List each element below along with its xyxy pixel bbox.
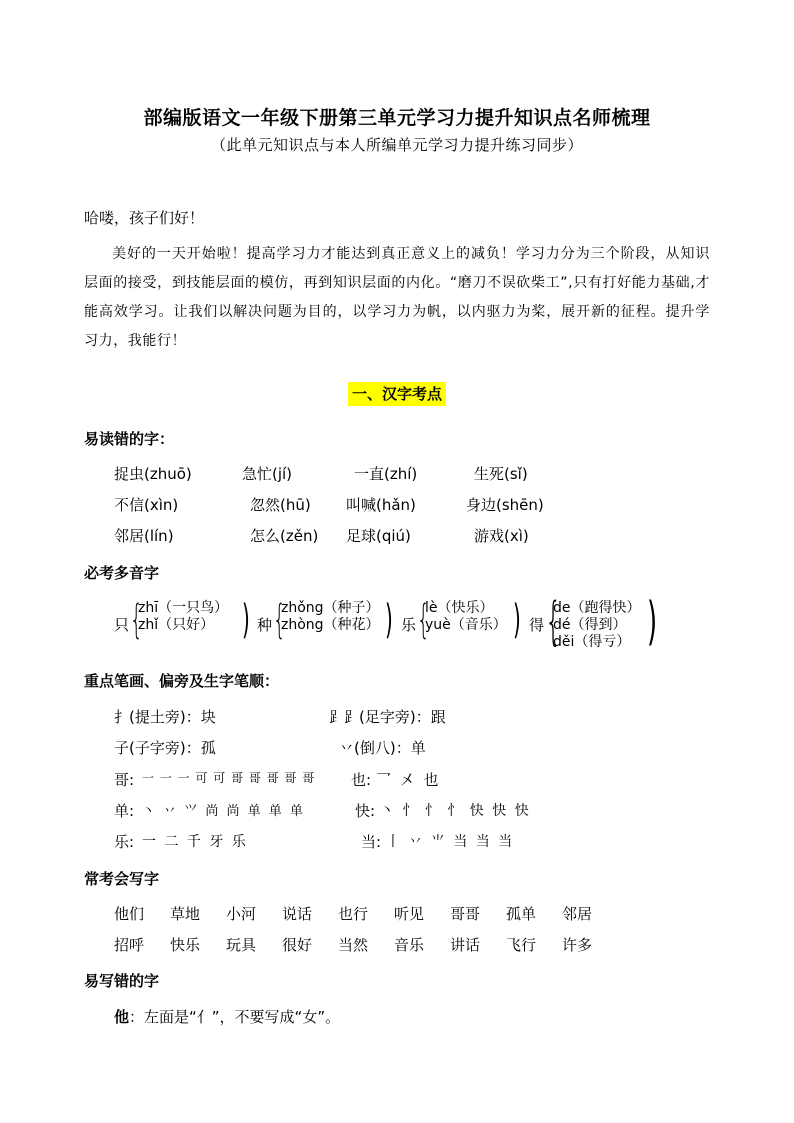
page-title: 部编版语文一年级下册第三单元学习力提升知识点名师梳理 <box>143 107 651 129</box>
miswrite-char: 他 <box>114 1008 130 1026</box>
write-word: 讲话 <box>450 936 481 954</box>
polyphone-option: lè（快乐） <box>425 600 494 616</box>
section-heading-label: 一、汉字考点 <box>348 382 446 406</box>
write-word: 招呼 <box>114 936 145 954</box>
polyphone-option: zhǒng（种子） <box>281 600 380 616</box>
radical-item: 子(子字旁)：孤 <box>114 739 216 757</box>
write-word: 孤单 <box>506 905 537 923</box>
polyphone-options <box>425 600 507 634</box>
misread-item: 捉虫(zhuō) <box>114 465 192 483</box>
write-word: 当然 <box>338 936 369 954</box>
miswrite-text: ：左面是“亻”，不要写成“女”。 <box>129 1008 341 1026</box>
write-word: 说话 <box>282 905 313 923</box>
write-word: 飞行 <box>506 936 537 954</box>
write-word: 邻居 <box>562 905 593 923</box>
polyphone-char: 得 <box>529 616 545 634</box>
miswrite-note <box>114 1006 340 1027</box>
misread-item: 急忙(jí) <box>242 465 293 483</box>
radical-item: ⻊⻊(足字旁)：跟 <box>329 708 446 726</box>
write-word: 快乐 <box>170 936 201 954</box>
write-word: 哥哥 <box>450 905 481 923</box>
misread-item: 怎么(zěn) <box>250 527 319 545</box>
polyphone-option: dé（得到） <box>553 617 627 633</box>
polyphone-option: de（跑得快） <box>553 600 641 616</box>
write-word: 他们 <box>114 905 145 923</box>
page-subtitle: （此单元知识点与本人所编单元学习力提升练习同步） <box>210 136 583 154</box>
misread-item: 生死(sǐ) <box>474 465 528 483</box>
write-words-row <box>114 934 618 955</box>
polyphone-char: 种 <box>257 616 273 634</box>
right-brace-icon: ) <box>647 592 658 652</box>
write-word: 许多 <box>562 936 593 954</box>
intro-paragraph: 美好的一天开始啦！提高学习力才能达到真正意义上的减负！学习力分为三个阶段，从知识层面的接受，到技能层面的模仿，再到知识层面的内化。“磨刀不误砍柴工”,只有打好能力基础,才能高效学习。让我们以解决问题为目的，以学习力为帆，以内驱力为桨，展开新的征程。提升学习力，我能行！ <box>84 246 710 349</box>
misread-item: 身边(shēn) <box>466 496 544 514</box>
write-word: 小河 <box>226 905 257 923</box>
polyphone-char: 只 <box>114 616 130 634</box>
stroke-sequence: 丶 丷 ⺍ 尚 尚 单 单 单 <box>142 804 305 819</box>
misread-item: 一直(zhí) <box>354 465 418 483</box>
stroke-char-label: 当: <box>361 833 382 851</box>
right-brace-icon: ) <box>513 597 521 643</box>
stroke-char-label: 乐: <box>114 833 135 851</box>
write-word: 音乐 <box>394 936 425 954</box>
stroke-sequence: 乛 㐅 也 <box>376 771 441 789</box>
misread-item: 邻居(lín) <box>114 527 174 545</box>
misread-item: 游戏(xì) <box>474 527 529 545</box>
misread-item: 叫喊(hǎn) <box>346 496 416 514</box>
write-word: 很好 <box>282 936 313 954</box>
heading-misread: 易读错的字： <box>84 430 175 448</box>
heading-miswrite: 易写错的字 <box>84 972 160 990</box>
polyphone-char: 乐 <box>401 616 417 634</box>
polyphone-option: zhī（一只鸟） <box>138 600 229 616</box>
stroke-sequence: 一 二 千 牙 乐 <box>142 834 248 850</box>
stroke-char-label: 单: <box>114 802 135 820</box>
right-brace-icon: ) <box>385 597 393 643</box>
heading-write: 常考会写字 <box>84 870 160 888</box>
left-brace-icon: { <box>130 597 143 643</box>
heading-polyphone: 必考多音字 <box>84 564 160 582</box>
heading-strokes: 重点笔画、偏旁及生字笔顺： <box>84 672 280 690</box>
greeting: 哈喽，孩子们好！ <box>84 209 205 227</box>
write-word: 草地 <box>170 905 201 923</box>
write-word: 玩具 <box>226 936 257 954</box>
misread-item: 不信(xìn) <box>114 496 179 514</box>
radical-item: 扌(提土旁)：块 <box>114 708 216 726</box>
polyphone-option: zhòng（种花） <box>281 617 380 633</box>
write-word: 听见 <box>394 905 425 923</box>
stroke-char-label: 也: <box>351 771 372 789</box>
stroke-sequence: 丨 丷 ⺌ 当 当 当 <box>386 834 515 850</box>
polyphone-options <box>553 600 641 651</box>
stroke-sequence: 一 一 一 可 可 哥 哥 哥 哥 哥 <box>142 771 316 785</box>
left-brace-icon: { <box>273 597 286 643</box>
polyphone-options <box>138 600 228 634</box>
stroke-char-label: 哥: <box>114 771 135 789</box>
polyphone-options <box>281 600 380 634</box>
polyphone-option: yuè（音乐） <box>425 617 507 633</box>
write-words-row <box>114 903 618 924</box>
misread-item: 忽然(hū) <box>250 496 311 514</box>
left-brace-icon: { <box>417 597 430 643</box>
polyphone-option: děi（得亏） <box>553 634 631 650</box>
radical-item: 丷(倒八)：单 <box>339 739 426 757</box>
right-brace-icon: ) <box>242 597 250 643</box>
polyphone-option: zhǐ（只好） <box>138 617 215 633</box>
left-brace-icon: { <box>545 592 562 652</box>
stroke-sequence: 丶 忄 忄 忄 快 快 快 <box>380 803 531 819</box>
section-heading-hanzi <box>0 383 794 404</box>
stroke-char-label: 快: <box>355 802 376 820</box>
misread-item: 足球(qiú) <box>346 527 411 545</box>
write-word: 也行 <box>338 905 369 923</box>
